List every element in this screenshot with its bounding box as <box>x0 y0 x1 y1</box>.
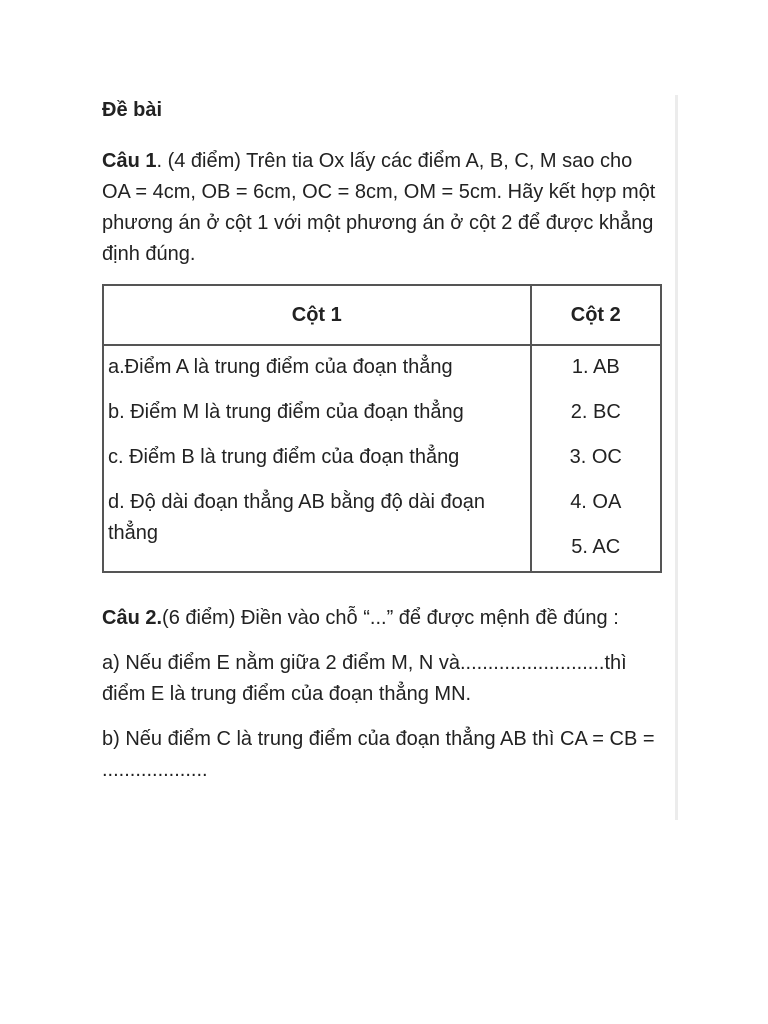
column-2-header: Cột 2 <box>531 285 661 345</box>
question-2-text: (6 điểm) Điền vào chỗ “...” để được mệnh đề đúng : <box>162 607 619 629</box>
column-1-header: Cột 1 <box>103 285 531 345</box>
option-d: d. Độ dài đoạn thẳng AB bằng độ dài đoạn thẳng <box>108 491 485 544</box>
answer-1: 1. AB <box>571 356 620 378</box>
question-1-text: . (4 điểm) Trên tia Ox lấy các điểm A, B, C, M sao cho OA = 4cm, OB = 6cm, OC = 8cm, OM = 5cm. Hãy kết hợp một phương án ở cột 1 với một phương án ở cột 2 để được khẳng định đúng. <box>102 150 656 265</box>
option-c: c. Điểm B là trung điểm của đoạn thẳng <box>108 446 460 468</box>
column-1-cell <box>103 345 531 572</box>
option-b: b. Điểm M là trung điểm của đoạn thẳng <box>108 401 464 423</box>
table-row <box>103 345 661 572</box>
page-title: Đề bài <box>102 99 163 121</box>
column-2-cell <box>531 345 661 572</box>
answer-3: 3. OC <box>569 446 622 468</box>
answer-5: 5. AC <box>571 536 621 558</box>
answer-4: 4. OA <box>570 491 622 513</box>
document-content <box>102 96 664 786</box>
question-2 <box>102 603 664 634</box>
question-1 <box>102 146 664 270</box>
question-1-label: Câu 1 <box>102 150 157 172</box>
matching-table <box>102 284 662 573</box>
option-a: a.Điểm A là trung điểm của đoạn thẳng <box>108 356 453 378</box>
question-2-part-b: b) Nếu điểm C là trung điểm của đoạn thẳng AB thì CA = CB = ................... <box>102 728 655 781</box>
answer-2: 2. BC <box>570 401 621 423</box>
right-divider <box>675 95 678 820</box>
question-2-label: Câu 2. <box>102 607 163 629</box>
question-2-part-a: a) Nếu điểm E nằm giữa 2 điểm M, N và..........................thì điểm E là trung điểm của đoạn thẳng MN. <box>102 652 627 705</box>
table-header-row <box>103 285 661 345</box>
